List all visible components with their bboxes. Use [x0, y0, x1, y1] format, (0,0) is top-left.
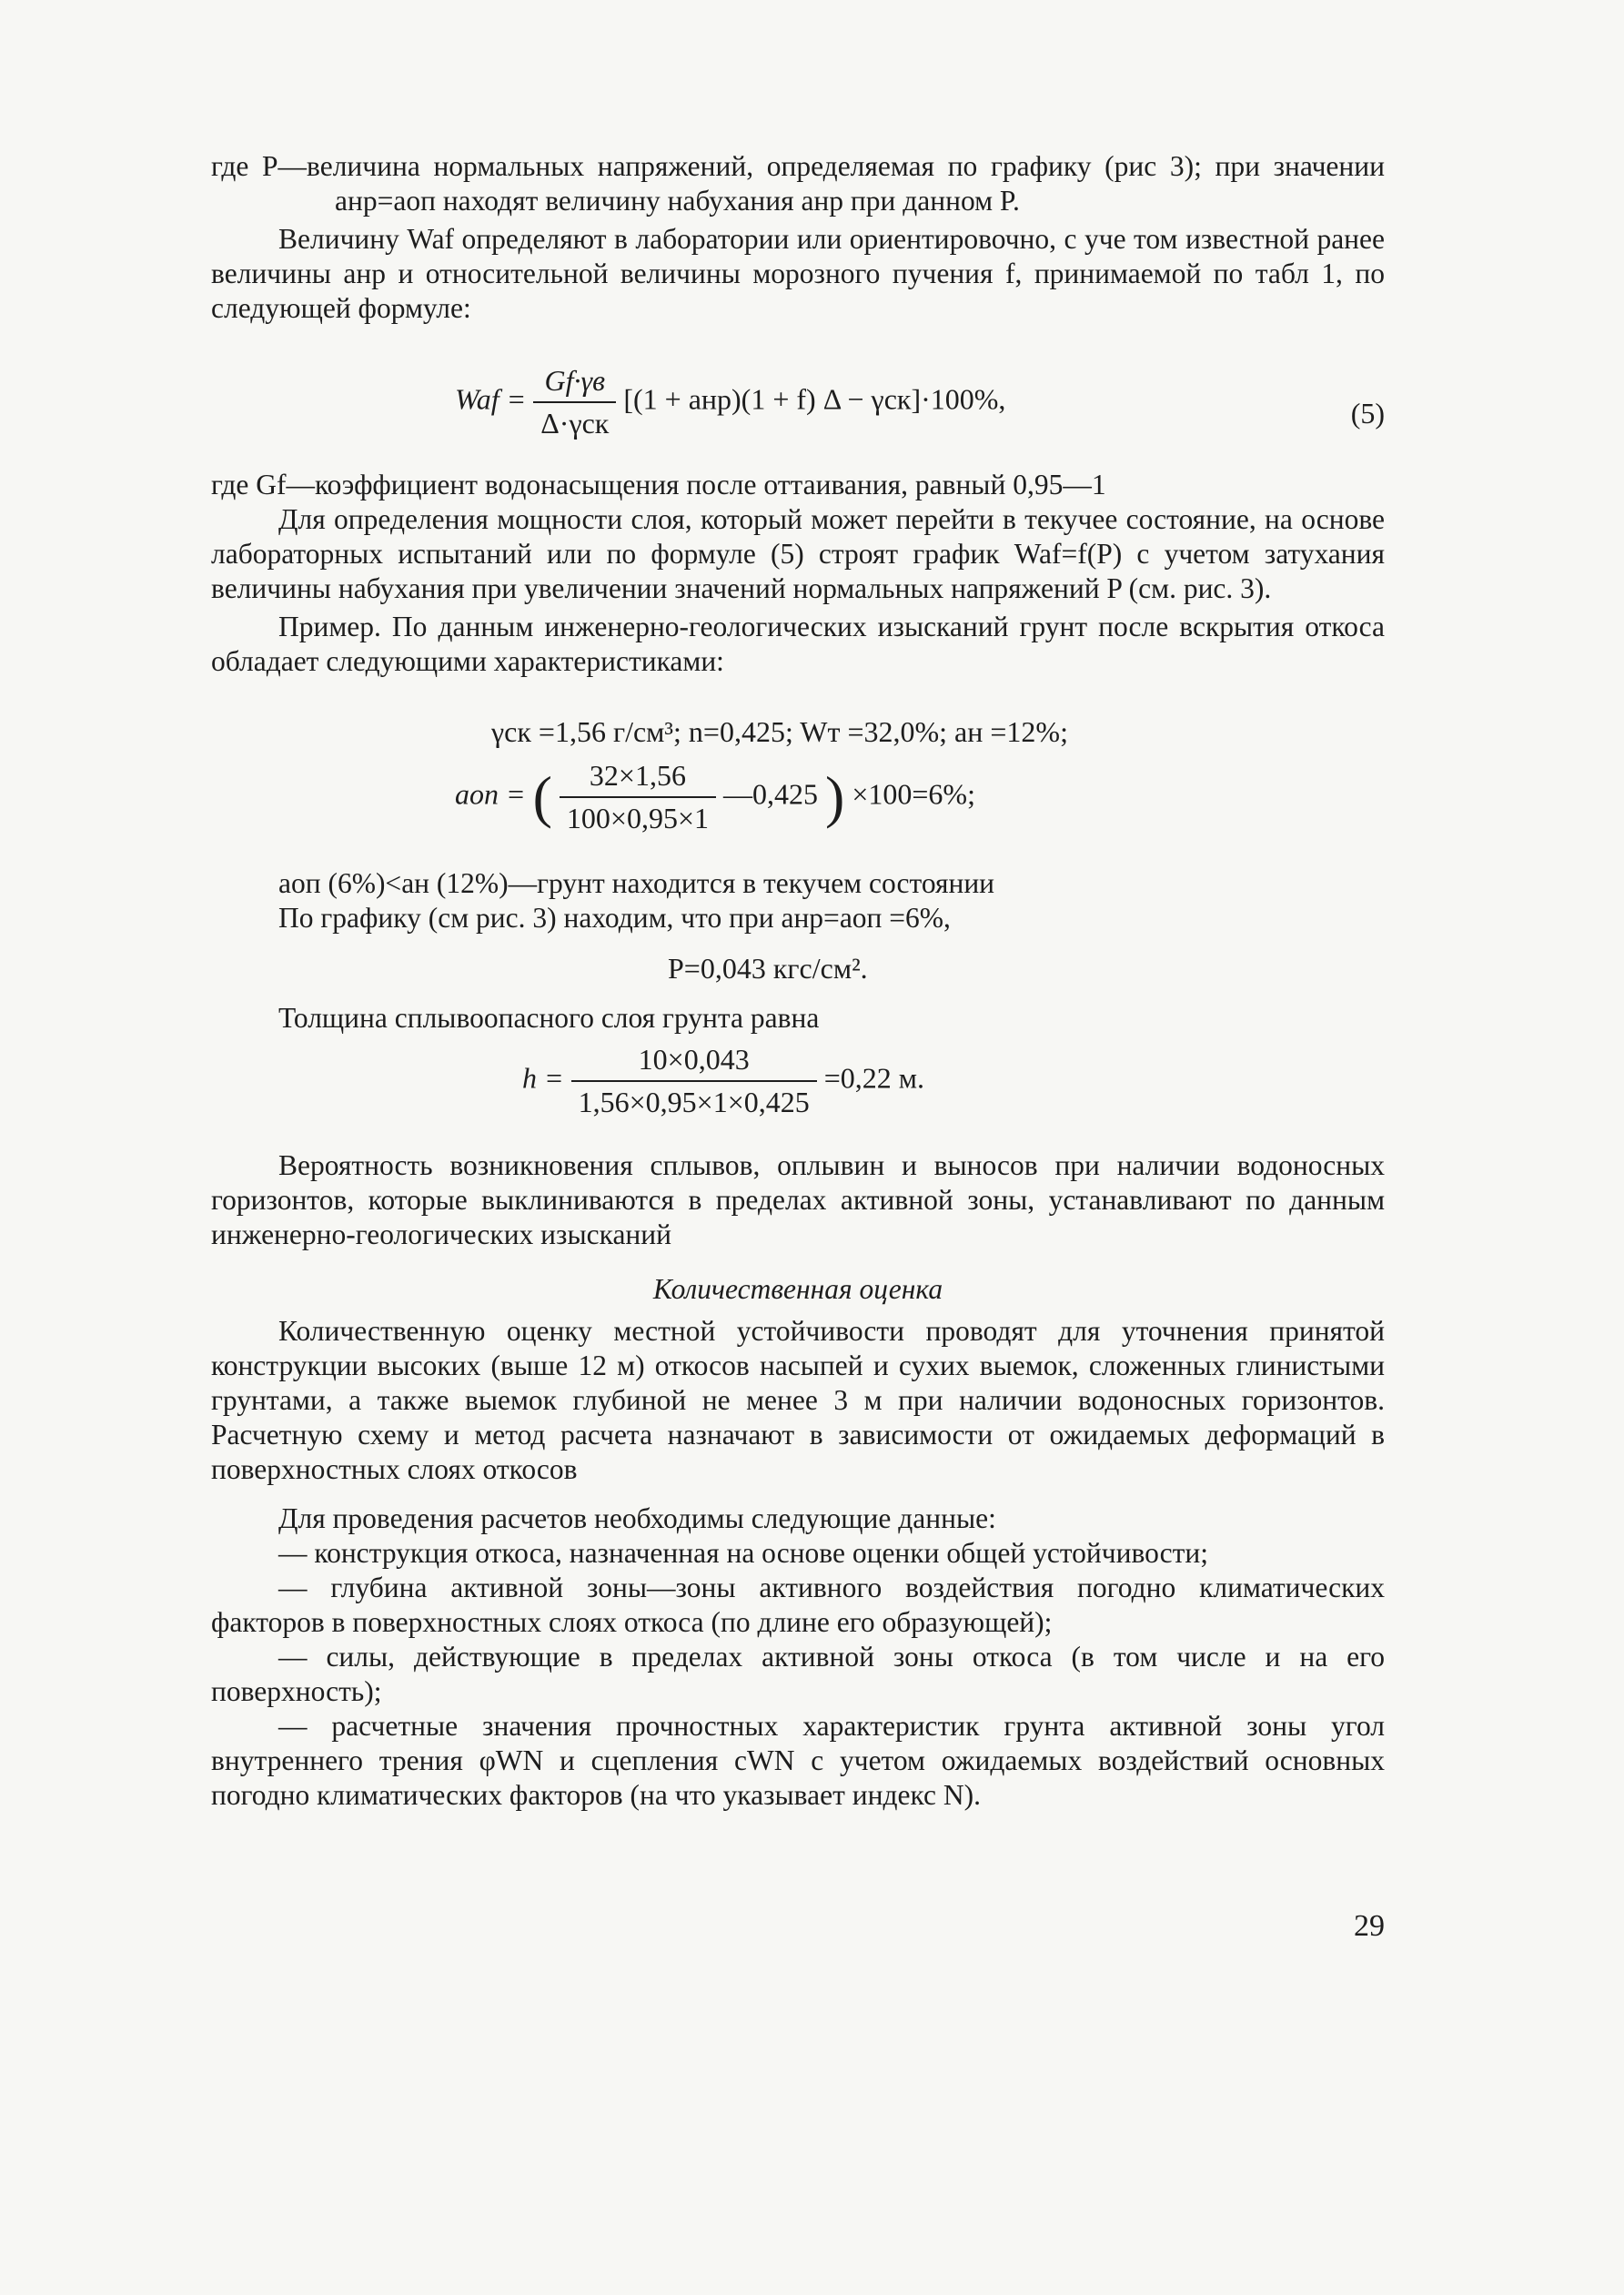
formula-5-rest: [(1 + aнр)(1 + f) Δ − γск]·100%,: [623, 382, 1006, 416]
formula-h-numerator: 10×0,043: [571, 1043, 817, 1082]
paragraph-example: Пример. По данным инженерно-геологических изысканий грунт после вскрытия откоса обладает следующими характеристиками:: [211, 611, 1385, 677]
paragraph-definition-p: где P—величина нормальных напряжений, определяемая по графику (рис 3); при значении aнр=aоп находят величину набухания aнр при данном P.: [211, 150, 1385, 217]
formula-number: (5): [1350, 397, 1385, 430]
paragraph-probability: Вероятность возникновения сплывов, оплывин и выносов при наличии водоносных горизонтов, которые выклиниваются в пределах активной зоны, устанавливают по данным инженерно-геологических изысканий: [211, 1149, 1385, 1250]
formula-5: [455, 364, 1385, 440]
formula-h-fraction: [571, 1043, 817, 1119]
paragraph-flow-state: aоп (6%)<aн (12%)—грунт находится в текучем состоянии: [278, 867, 995, 899]
section-heading: Количественная оценка: [652, 1273, 943, 1305]
text-block-state: [211, 866, 1385, 935]
list-item-active-zone: — глубина активной зоны—зоны активного воздействия погодно климатических факторов в поверхностных слоях откоса (по длине его образующей);: [211, 1572, 1385, 1638]
formula-5-lhs: Waf =: [455, 382, 527, 416]
text-block-thickness: [211, 1001, 1385, 1036]
formula-aop: [455, 759, 975, 835]
paragraph-layer-thickness: Для определения мощности слоя, который может перейти в текучее состояние, на основе лабораторных испытаний или по формуле (5) строят график Waf=f(P) с учетом затухания величины набухания при увеличении значений нормальных напряжений P (см. рис. 3).: [211, 503, 1385, 604]
text-block-bottom: [211, 1148, 1385, 1813]
paragraph-thickness: Толщина сплывоопасного слоя грунта равна: [278, 1002, 820, 1034]
list-item-strength: — расчетные значения прочностных характеристик грунта активной зоны угол внутреннего трения φWN и сцепления cWN с учетом ожидаемых воздействий основных погодно климатических факторов (на что указывает индекс N).: [211, 1710, 1385, 1811]
formula-aop-lhs: aоп =: [455, 777, 526, 811]
paragraph-data-needed: Для проведения расчетов необходимы следующие данные:: [278, 1502, 996, 1534]
text-block-middle: [211, 468, 1385, 679]
formula-aop-fraction: [560, 759, 716, 835]
text-block-top: [211, 149, 1385, 326]
formula-5-numerator: Gf·γв: [533, 364, 616, 403]
paragraph-graph: По графику (см рис. 3) находим, что при aнр=aоп =6%,: [278, 902, 951, 934]
formula-parameters: γск =1,56 г/см³; n=0,425; Wт =32,0%; aн =12%;: [491, 715, 1068, 748]
formula-5-denominator: Δ·γск: [540, 407, 610, 440]
paragraph-quantitative: Количественную оценку местной устойчивости проводят для уточнения принятой конструкции высоких (выше 12 м) откосов насыпей и сухих выемок, сложенных глинистыми грунтами, а также выемок глубиной не менее 3 м при наличии водоносных горизонтов. Расчетную схему и метод расчета назначают в зависимости от ожидаемых деформаций в поверхностных слоях откосов: [211, 1315, 1385, 1485]
left-paren: (: [532, 764, 552, 829]
formula-h-denominator: 1,56×0,95×1×0,425: [578, 1086, 810, 1118]
right-paren: ): [825, 764, 845, 829]
list-item-construction: — конструкция откоса, назначенная на основе оценки общей устойчивости;: [278, 1537, 1209, 1569]
paragraph-waf: Величину Waf определяют в лаборатории или ориентировочно, с уче том известной ранее величины aнр и относительной величины морозного пучения f, принимаемой по табл 1, по следующей формуле:: [211, 223, 1385, 324]
formula-p: P=0,043 кгс/см².: [668, 952, 868, 985]
page-number: 29: [1354, 1909, 1385, 1943]
formula-aop-tail: ×100=6%;: [852, 777, 975, 811]
formula-h-rest: =0,22 м.: [823, 1061, 925, 1095]
formula-h-lhs: h =: [522, 1061, 564, 1095]
formula-5-fraction: [533, 364, 616, 440]
formula-h: [522, 1043, 924, 1119]
formula-aop-numerator: 32×1,56: [560, 759, 716, 798]
paragraph-gf: где Gf—коэффициент водонасыщения после оттаивания, равный 0,95—1: [211, 469, 1106, 500]
list-item-forces: — силы, действующие в пределах активной зоны откоса (в том числе и на его поверхность);: [211, 1641, 1385, 1707]
formula-aop-denominator: 100×0,95×1: [566, 802, 709, 834]
formula-aop-rest: —0,425: [723, 777, 818, 811]
